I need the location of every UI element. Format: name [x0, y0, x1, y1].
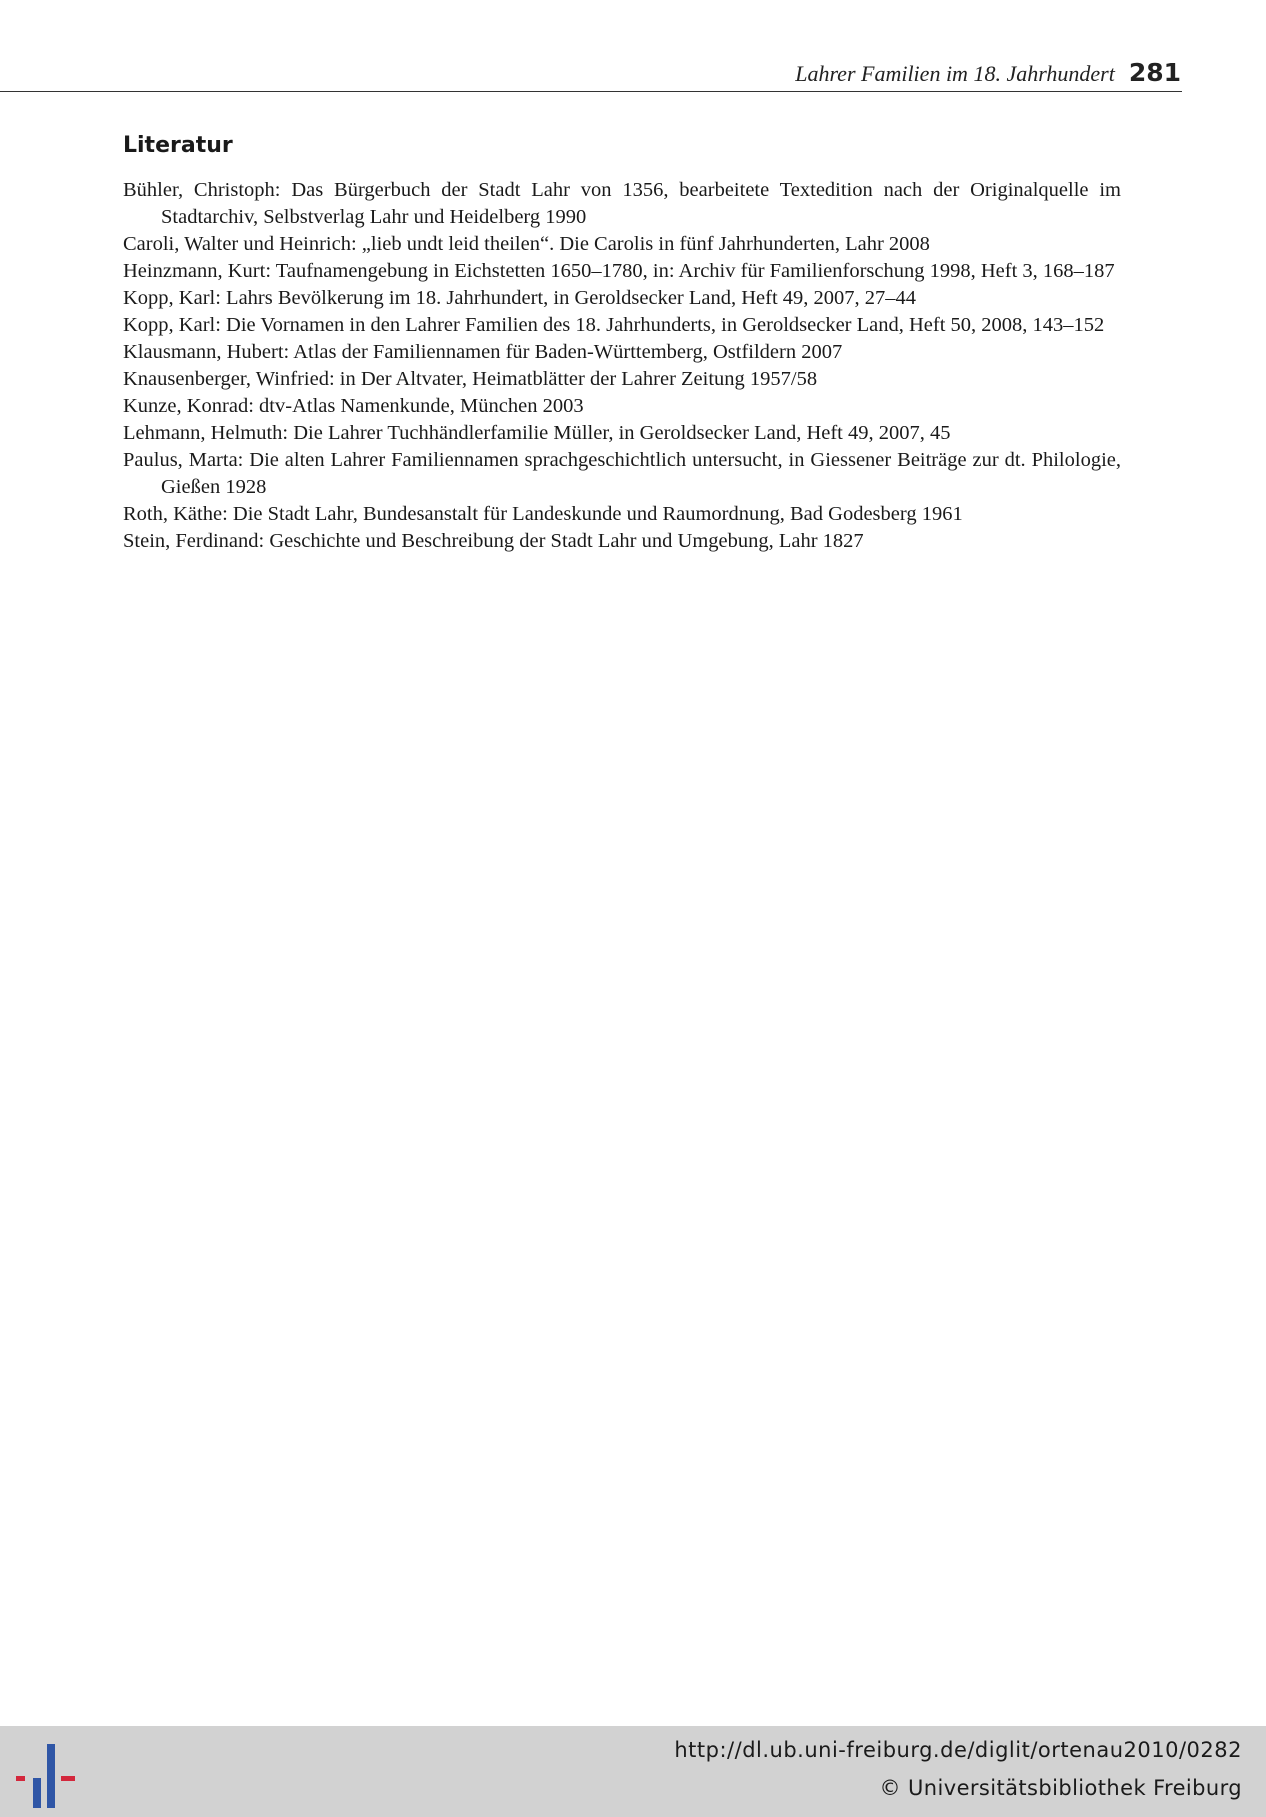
running-title: Lahrer Familien im 18. Jahrhundert — [795, 61, 1115, 86]
header-rule — [0, 91, 1182, 92]
running-head — [795, 58, 1181, 87]
bibliography-entry: Roth, Käthe: Die Stadt Lahr, Bundesanstalt für Landeskunde und Raumordnung, Bad Godesberg 1961 — [123, 503, 963, 525]
bibliography-entry: Kunze, Konrad: dtv-Atlas Namenkunde, München 2003 — [123, 395, 584, 417]
bibliography-entry: Kopp, Karl: Lahrs Bevölkerung im 18. Jahrhundert, in Geroldsecker Land, Heft 49, 2007, 27–44 — [123, 287, 917, 309]
bibliography-entry: Caroli, Walter und Heinrich: „lieb undt leid theilen“. Die Carolis in fünf Jahrhunderten, Lahr 2008 — [123, 233, 930, 255]
bibliography-list — [123, 177, 1121, 555]
page-number: 281 — [1128, 58, 1181, 87]
section-title: Literatur — [123, 133, 233, 158]
bibliography-entry: Paulus, Marta: Die alten Lahrer Familiennamen sprachgeschichtlich untersucht, in Giessener Beiträge zur dt. Philologie, Gießen 1928 — [123, 449, 1121, 498]
bibliography-entry: Stein, Ferdinand: Geschichte und Beschreibung der Stadt Lahr und Umgebung, Lahr 1827 — [123, 530, 864, 552]
ub-freiburg-logo-icon — [16, 1740, 82, 1810]
footer-url-link[interactable]: http://dl.ub.uni-freiburg.de/diglit/ortenau2010/0282 — [674, 1738, 1242, 1762]
bibliography-entry: Bühler, Christoph: Das Bürgerbuch der Stadt Lahr von 1356, bearbeitete Textedition nach der Originalquelle im Stadtarchiv, Selbstverlag Lahr und Heidelberg 1990 — [123, 179, 1121, 228]
bibliography-entry: Heinzmann, Kurt: Taufnamengebung in Eichstetten 1650–1780, in: Archiv für Familienforschung 1998, Heft 3, 168–187 — [123, 260, 1115, 282]
footer-band — [0, 1726, 1266, 1817]
bibliography-entry: Kopp, Karl: Die Vornamen in den Lahrer Familien des 18. Jahrhunderts, in Geroldsecker Land, Heft 50, 2008, 143–152 — [123, 314, 1105, 336]
bibliography-entry: Klausmann, Hubert: Atlas der Familiennamen für Baden-Württemberg, Ostfildern 2007 — [123, 341, 843, 363]
bibliography-entry: Knausenberger, Winfried: in Der Altvater, Heimatblätter der Lahrer Zeitung 1957/58 — [123, 368, 818, 390]
footer-copyright: © Universitätsbibliothek Freiburg — [879, 1776, 1242, 1800]
bibliography-entry: Lehmann, Helmuth: Die Lahrer Tuchhändlerfamilie Müller, in Geroldsecker Land, Heft 49, 2007, 45 — [123, 422, 951, 444]
